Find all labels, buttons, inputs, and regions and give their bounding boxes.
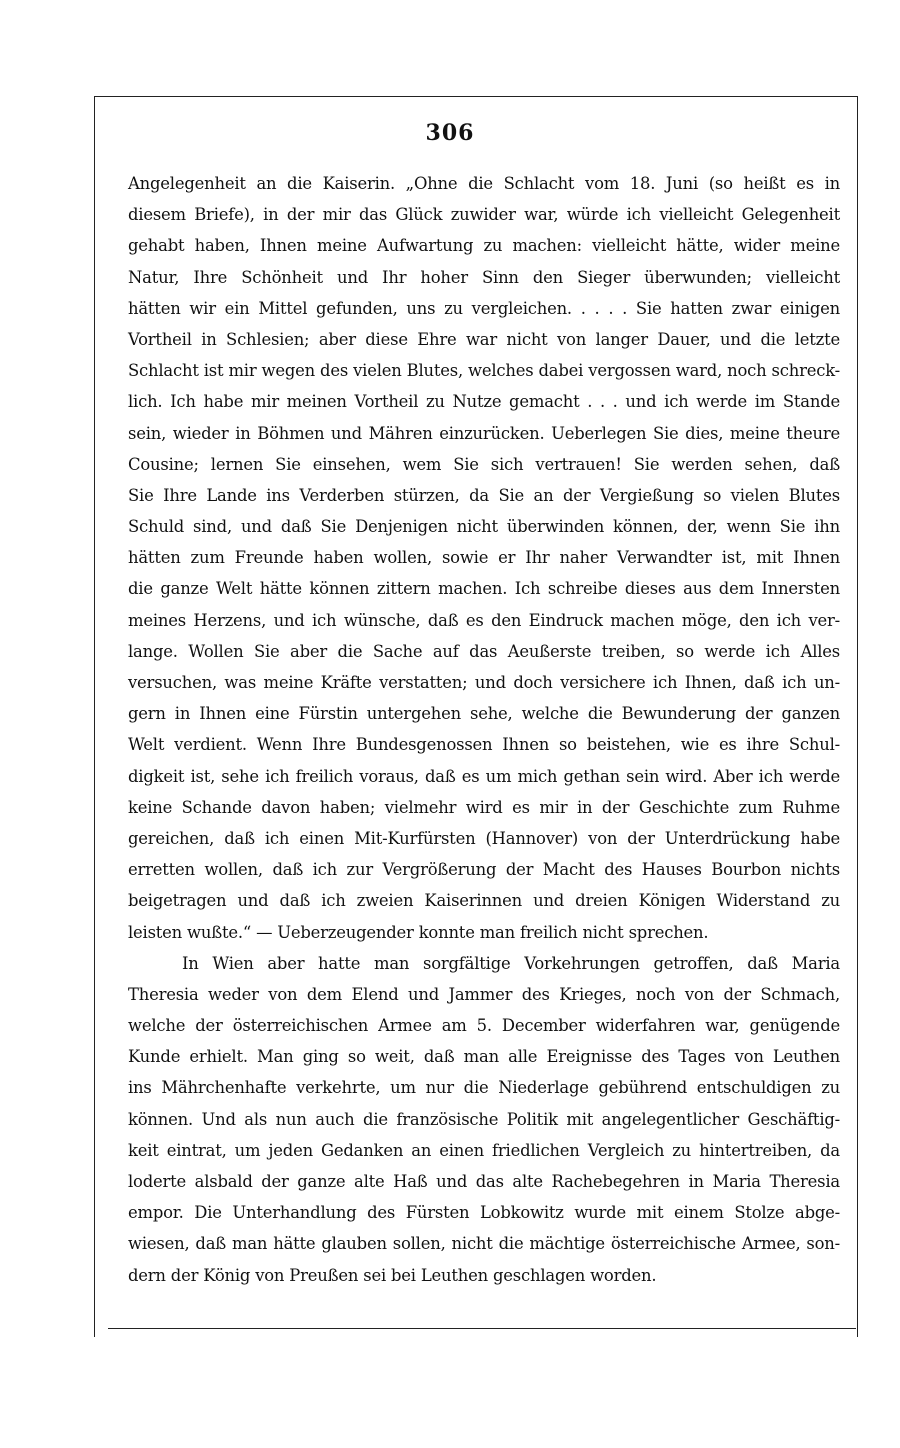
text-line: Vortheil in Schlesien; aber diese Ehre war nicht von langer Dauer, und die letzte [128, 329, 840, 349]
text-line: ins Mährchenhafte verkehrte, um nur die Niederlage gebührend entschuldigen zu [128, 1078, 840, 1098]
text-line: keit eintrat, um jeden Gedanken an einen friedlichen Vergleich zu hintertreiben, da [128, 1140, 840, 1160]
text-line: gern in Ihnen eine Fürstin untergehen sehe, welche die Bewunderung der ganzen [128, 704, 840, 724]
text-line: leisten wußte.“ — Ueberzeugender konnte man freilich nicht sprechen. [128, 922, 709, 942]
text-line: Angelegenheit an die Kaiserin. „Ohne die Schlacht vom 18. Juni (so heißt es in [128, 174, 840, 193]
text-line: welche der österreichischen Armee am 5. December widerfahren war, genügende [128, 1016, 840, 1036]
text-line: meines Herzens, und ich wünsche, daß es den Eindruck machen möge, den ich ver- [128, 610, 840, 630]
text-line: hätten zum Freunde haben wollen, sowie er Ihr naher Verwandter ist, mit Ihnen [128, 548, 840, 568]
text-line: gereichen, daß ich einen Mit-Kurfürsten (Hannover) von der Unterdrückung habe [128, 828, 840, 848]
text-line: Theresia weder von dem Elend und Jammer des Krieges, noch von der Schmach, [128, 984, 840, 1004]
text-line: sein, wieder in Böhmen und Mähren einzurücken. Ueberlegen Sie dies, meine theure [128, 423, 840, 443]
text-line: hätten wir ein Mittel gefunden, uns zu vergleichen. . . . . Sie hatten zwar einigen [128, 298, 840, 318]
text-line: Welt verdient. Wenn Ihre Bundesgenossen Ihnen so beistehen, wie es ihre Schul- [128, 735, 840, 755]
text-line: die ganze Welt hätte können zittern machen. Ich schreibe dieses aus dem Innersten [128, 579, 840, 599]
text-line: In Wien aber hatte man sorgfältige Vorkehrungen getroffen, daß Maria [182, 953, 840, 973]
text-line: beigetragen und daß ich zweien Kaiserinnen und dreien Königen Widerstand zu [128, 891, 840, 911]
text-line: keine Schande davon haben; vielmehr wird es mir in der Geschichte zum Ruhme [128, 797, 840, 817]
text-line: können. Und als nun auch die französische Politik mit angelegentlicher Geschäftig- [128, 1109, 840, 1129]
text-line: loderte alsbald der ganze alte Haß und das alte Rachebegehren in Maria Theresia [128, 1172, 840, 1191]
text-line: versuchen, was meine Kräfte verstatten; und doch versichere ich Ihnen, daß ich un- [128, 673, 840, 692]
text-line: empor. Die Unterhandlung des Fürsten Lobkowitz wurde mit einem Stolze abge- [128, 1203, 840, 1223]
text-line: dern der König von Preußen sei bei Leuthen geschlagen worden. [128, 1265, 657, 1285]
text-line: wiesen, daß man hätte glauben sollen, nicht die mächtige österreichische Armee, son- [128, 1234, 840, 1254]
text-line: Natur, Ihre Schönheit und Ihr hoher Sinn den Sieger überwunden; vielleicht [128, 267, 840, 287]
text-line: digkeit ist, sehe ich freilich voraus, daß es um mich gethan sein wird. Aber ich werde [128, 766, 840, 786]
text-line: Kunde erhielt. Man ging so weit, daß man alle Ereignisse des Tages von Leuthen [128, 1047, 840, 1067]
bottom-rule [108, 1328, 856, 1329]
text-line: Schlacht ist mir wegen des vielen Blutes, welches dabei vergossen ward, noch schreck- [128, 361, 840, 381]
text-line: Schuld sind, und daß Sie Denjenigen nicht überwinden können, der, wenn Sie ihn [128, 517, 840, 537]
body-text [128, 168, 840, 1291]
text-line: lich. Ich habe mir meinen Vortheil zu Nutze gemacht . . . und ich werde im Stande [128, 392, 840, 412]
text-line: diesem Briefe), in der mir das Glück zuwider war, würde ich vielleicht Gelegenheit [128, 205, 840, 225]
text-line: Cousine; lernen Sie einsehen, wem Sie sich vertrauen! Sie werden sehen, daß [128, 454, 840, 474]
text-line: Sie Ihre Lande ins Verderben stürzen, da Sie an der Vergießung so vielen Blutes [128, 485, 840, 505]
page-number: 306 [425, 120, 475, 146]
text-line: erretten wollen, daß ich zur Vergrößerung der Macht des Hauses Bourbon nichts [128, 860, 840, 880]
text-line: lange. Wollen Sie aber die Sache auf das Aeußerste treiben, so werde ich Alles [128, 641, 840, 661]
text-line: gehabt haben, Ihnen meine Aufwartung zu machen: vielleicht hätte, wider meine [128, 236, 840, 256]
